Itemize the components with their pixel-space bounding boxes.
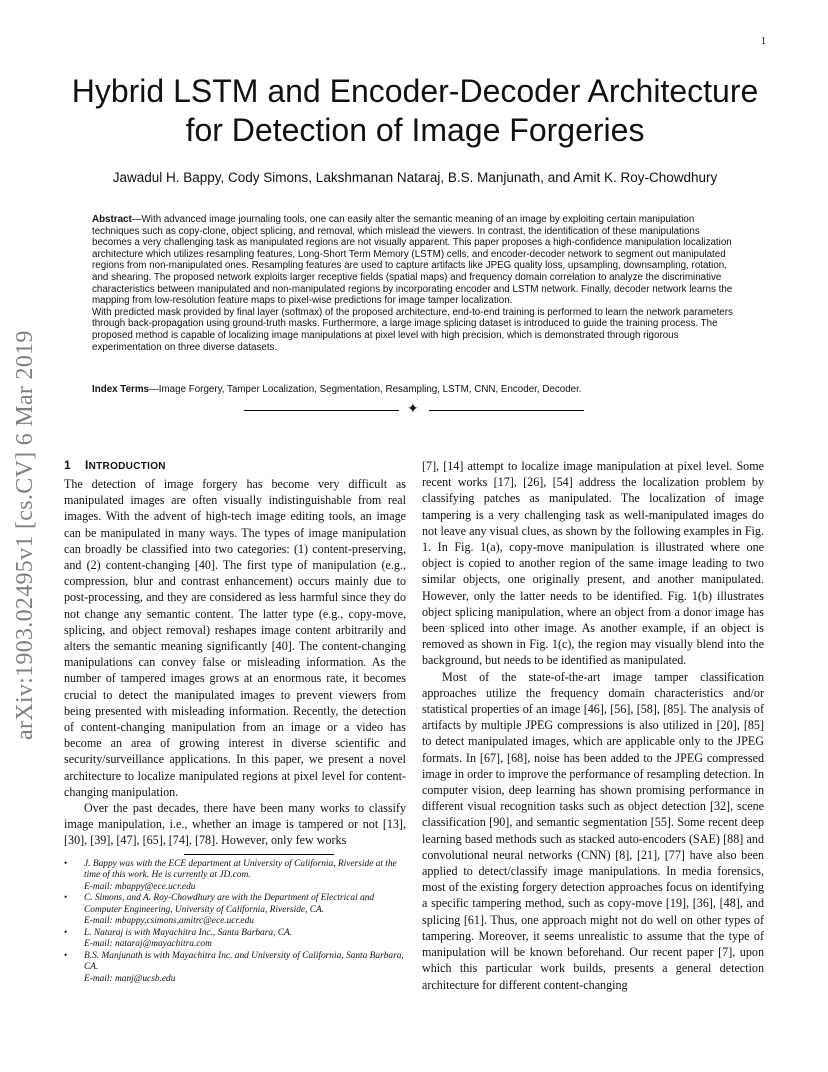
arxiv-stamp: arXiv:1903.02495v1 [cs.CV] 6 Mar 2019 (12, 330, 38, 740)
title-line-1: Hybrid LSTM and Encoder-Decoder Architecture (71, 73, 759, 109)
abstract-text-1: —With advanced image journaling tools, one can easily alter the semantic meaning of an image by exploiting certain manipulation techniques such as copy-clone, object splicing, and removal, which mislead the viewers. In contrast, the identification of these manipulations becomes a very challenging task as manipulated regions are not visually apparent. This paper proposes a high-confidence manipulation localization architecture which utilizes resampling features, Long-Short Term Memory (LSTM) cells, and encoder-decoder network to segment out manipulated regions from non-manipulated ones. Resampling features are used to capture artifacts like JPEG quality loss, upsampling, downsampling, rotation, and shearing. The proposed network exploits larger receptive fields (spatial maps) and frequency domain correlation to analyze the discriminative characteristics between manipulated and non-manipulated regions by incorporating encoder and LSTM network. Finally, decoder network learns the mapping from low-resolution feature maps to pixel-wise predictions for image tamper localization. (92, 214, 733, 307)
footnote-email: E-mail: mbappy,csimons,amitrc@ece.ucr.edu (84, 916, 254, 927)
abstract-label: Abstract (92, 214, 132, 225)
abstract (92, 214, 736, 353)
index-terms-text: —Image Forgery, Tamper Localization, Segmentation, Resampling, LSTM, CNN, Encoder, Decoder. (149, 384, 582, 395)
section-heading (64, 458, 406, 472)
title-line-2: for Detection of Image Forgeries (185, 112, 645, 148)
body-paragraph-1: [7], [14] attempt to localize image manipulation at pixel level. Some recent works [17], [26], [54] address the localization problem by classifying patches as manipulated. The localization of image tampering is a very challenging task as well-manipulated images do not leave any visual clues, as shown by the following examples in Fig. 1. In Fig. 1(a), copy-move manipulation is illustrated where one object is copied to another region of the same image leading to two similar objects, one originally present, and another manipulated. However, only the latter needs to be identified. Fig. 1(b) illustrates object splicing manipulation, where an object from a donor image has been spliced into other image. As another example, if an object is removed as shown in Fig. 1(c), the region may visually blend into the background, but needs to be identified as manipulated. (422, 459, 764, 668)
paper-title (40, 72, 790, 150)
section-divider (244, 401, 584, 418)
intro-paragraph-2: Over the past decades, there have been many works to classify image manipulation, i.e., whether an image is tampered or not [13], [30], [39], [47], [65], [74], [78]. However, only few works (64, 801, 406, 848)
left-column (64, 458, 406, 985)
right-column (422, 458, 764, 993)
section-title-initial: I (84, 458, 89, 472)
footnote-email: E-mail: manj@ucsb.edu (84, 973, 176, 984)
body-paragraph-2: Most of the state-of-the-art image tamper classification approaches utilize the frequency domain characteristics and/or statistical properties of an image [46], [56], [58], [85]. The analysis of artifacts by multiple JPEG compressions is also utilized in [20], [85] to detect manipulated images, which are applicable only to the JPEG formats. In [67], [68], noise has been added to the JPEG compressed image in order to improve the performance of resampling detection. In computer vision, deep learning has shown promising performance in different visual recognition tasks such as object detection [32], scene classification [90], and semantic segmentation [55]. Some recent deep learning based methods such as stacked auto-encoders (SAE) [88] and convolutional neural networks (CNN) [8], [21], [77] have also been applied to detect/classify image manipulations. In media forensics, most of the existing forgery detection approaches focus on identifying a specific tampering method, such as copy-move [19], [36], [48], and splicing [61]. Thus, one approach might not do well on other types of tampering. Moreover, it seems unrealistic to assume that the type of manipulation will be known beforehand. Our recent paper [7], upon which this particular work builds, presents a general detection architecture for different content-changing (422, 669, 764, 992)
intro-paragraph-1: The detection of image forgery has become very difficult as manipulated images are often visually indistinguishable from real images. With the advent of high-tech image editing tools, an image can be manipulated in many ways. The types of image manipulation can broadly be classified into two categories: (1) content-preserving, and (2) content-changing [40]. The first type of manipulation (e.g., compression, blur and contrast enhancement) occurs mainly due to post-processing, and they are considered as less harmful since they do not change any semantic content. The latter type (e.g., copy-move, splicing, and object removal) reshapes image content arbitrarily and alters the semantic meaning significantly [40]. The content-changing manipulations can convey false or misleading information. As the number of tampered images grows at an enormous rate, it becomes crucial to detect the manipulated images to prevent viewers from being presented with misleading information. Recently, the detection of content-changing manipulation from an image or a video has become an area of growing interest in diverse scientific and security/surveillance applications. In this paper, we present a novel architecture to localize manipulated regions at pixel level for content-changing manipulation. (64, 477, 406, 799)
footnote-item: • J. Bappy was with the ECE department at University of California, Riverside at the time of this work. He is currently at JD.com. E-mail: mbappy@ece.ucr.edu (64, 858, 397, 892)
footnote-rule (184, 854, 334, 855)
abstract-text-2: With predicted mask provided by final layer (softmax) of the proposed architecture, end-to-end training is performed to learn the network parameters through back-propagation using ground-truth masks. Furthermore, a large image splicing dataset is introduced to guide the training process. The proposed method is capable of localizing image manipulations at pixel level with high precision, which is demonstrated through rigorous experimentation on three diverse datasets. (92, 306, 733, 353)
divider-line-right (429, 410, 584, 411)
author-list: Jawadul H. Bappy, Cody Simons, Lakshmanan Nataraj, B.S. Manjunath, and Amit K. Roy-Chowdhury (112, 170, 718, 185)
index-terms-label: Index Terms (92, 384, 149, 395)
footnote-item: • B.S. Manjunath is with Mayachitra Inc. and University of California, Santa Barbara, CA. E-mail: manj@ucsb.edu (64, 950, 404, 984)
section-title-rest: NTRODUCTION (88, 461, 166, 472)
footnote-item: • C. Simons, and A. Roy-Chowdhury are with the Department of Electrical and Computer Engineering, University of California, Riverside, CA. E-mail: mbappy,csimons,amitrc@ece.ucr.edu (64, 893, 375, 927)
index-terms (92, 384, 736, 396)
section-number: 1 (64, 458, 71, 472)
divider-line-left (244, 410, 399, 411)
footnote-email: E-mail: mbappy@ece.ucr.edu (84, 881, 196, 892)
footnote-item: • L. Nataraj is with Mayachitra Inc., Santa Barbara, CA. E-mail: nataraj@mayachitra.com (64, 927, 293, 950)
footnotes (64, 859, 406, 986)
divider-star-icon: ✦ (407, 401, 419, 417)
footnote-email: E-mail: nataraj@mayachitra.com (84, 939, 212, 950)
page-number: 1 (761, 36, 766, 47)
